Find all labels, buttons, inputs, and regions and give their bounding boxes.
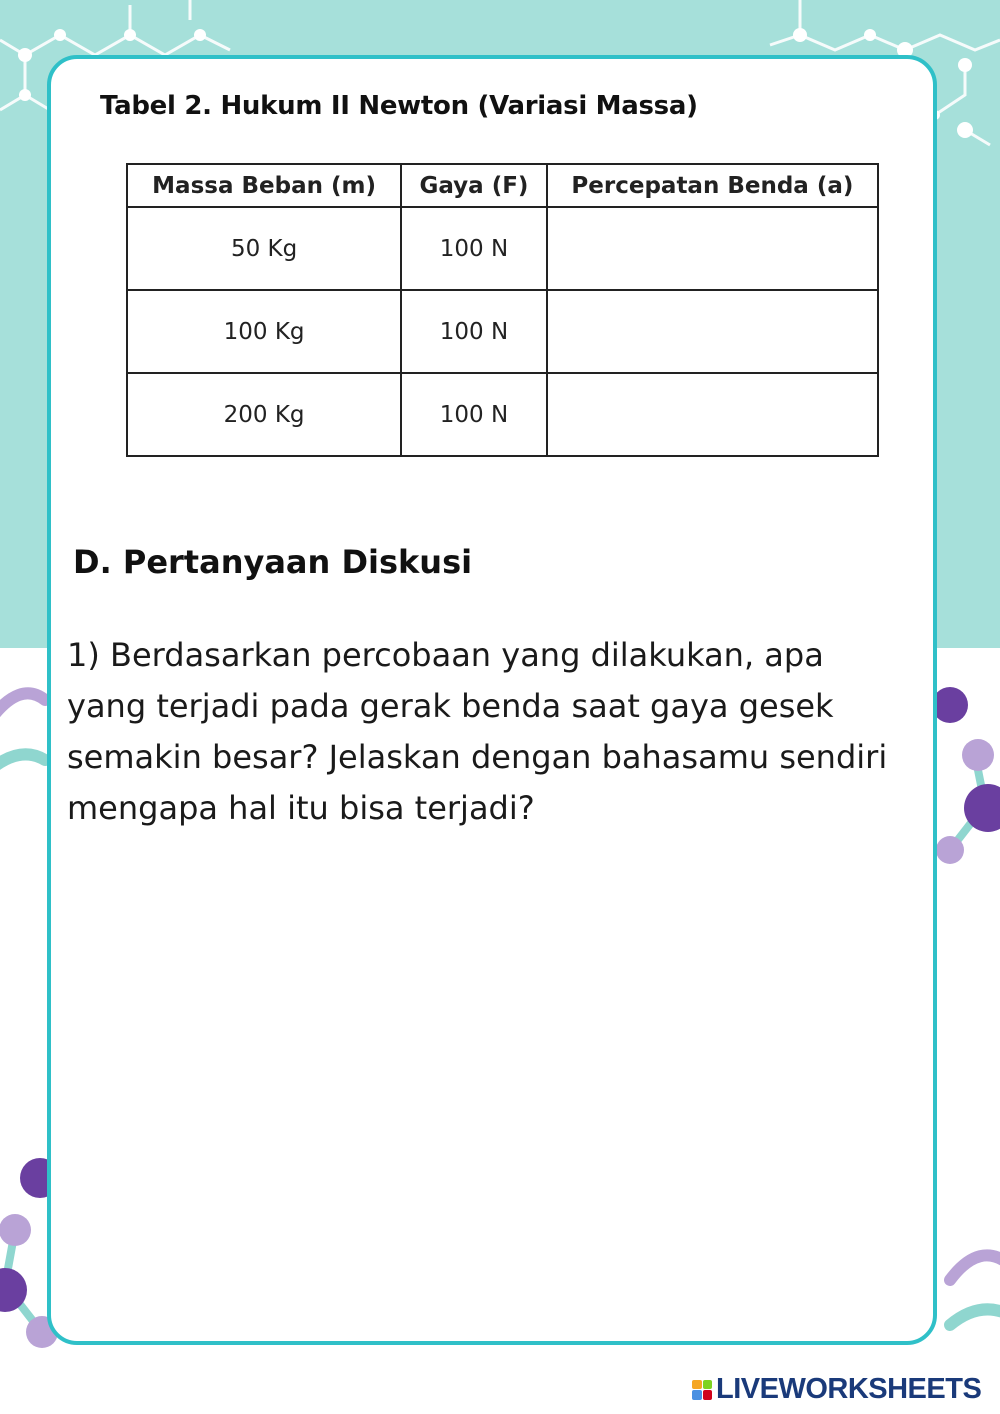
section-heading: D. Pertanyaan Diskusi — [73, 543, 473, 581]
brand-name: LIVEWORKSHEETS — [716, 1373, 982, 1405]
mass-cell: 200 Kg — [127, 373, 401, 456]
acceleration-answer-cell[interactable] — [547, 207, 878, 290]
table-row — [127, 290, 878, 373]
table-row — [127, 207, 878, 290]
discussion-question: 1) Berdasarkan percobaan yang dilakukan, apa yang terjadi pada gerak benda saat gaya gesek semakin besar? Jelaskan dengan bahasamu sendiri mengapa hal itu bisa terjadi? — [67, 636, 888, 827]
brand-footer — [692, 1373, 981, 1406]
table-row — [127, 373, 878, 456]
force-cell: 100 N — [401, 290, 547, 373]
force-cell: 100 N — [401, 207, 547, 290]
liveworksheets-logo-icon — [692, 1380, 712, 1400]
acceleration-answer-cell[interactable] — [547, 373, 878, 456]
column-header-force: Gaya (F) — [401, 164, 547, 207]
table-header-row — [127, 164, 878, 207]
newton-law-table — [126, 163, 879, 457]
mass-cell: 50 Kg — [127, 207, 401, 290]
column-header-mass: Massa Beban (m) — [127, 164, 401, 207]
force-cell: 100 N — [401, 373, 547, 456]
table-title: Tabel 2. Hukum II Newton (Variasi Massa) — [100, 91, 698, 121]
acceleration-answer-cell[interactable] — [547, 290, 878, 373]
mass-cell: 100 Kg — [127, 290, 401, 373]
column-header-acceleration: Percepatan Benda (a) — [547, 164, 878, 207]
